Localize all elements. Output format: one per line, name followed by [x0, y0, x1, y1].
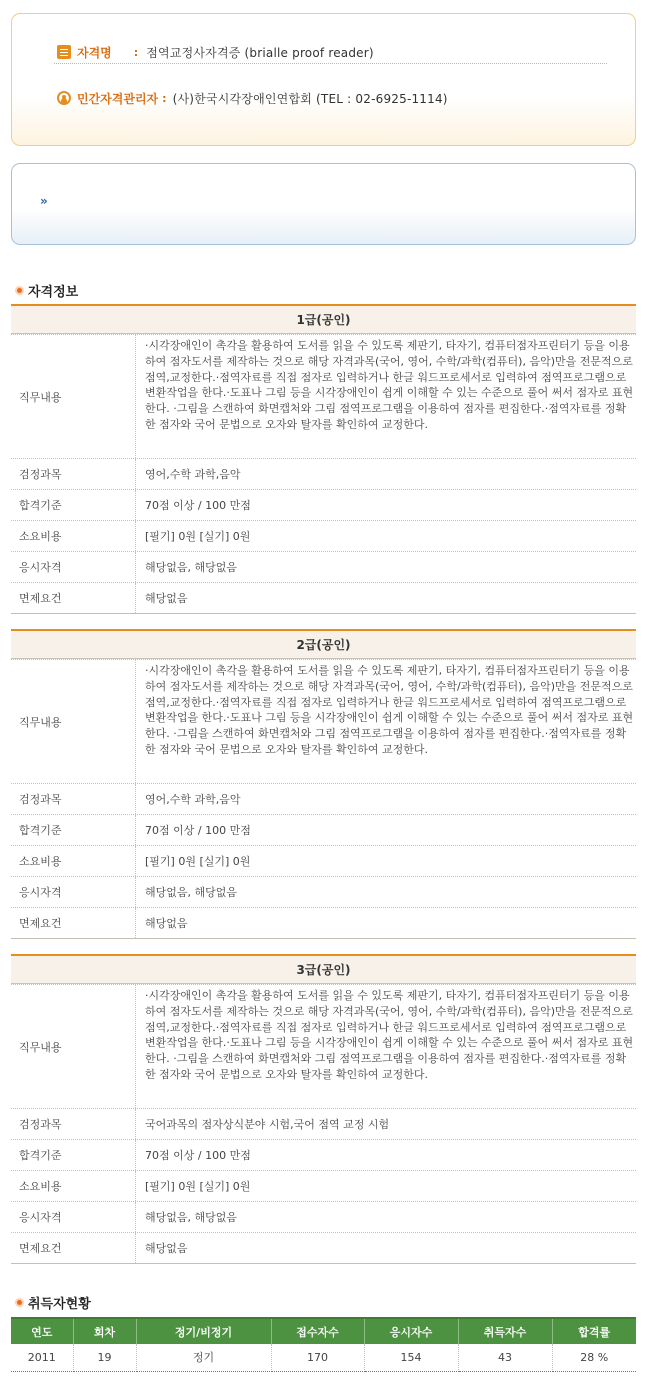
grade-table-1 [11, 304, 636, 614]
row-value: 국어과목의 점자상식분야 시험,국어 점역 교정 시험 [145, 1118, 390, 1131]
row-value: 70점 이상 / 100 만점 [145, 499, 251, 512]
section-title-stats [15, 1293, 91, 1311]
table-cell: 28 % [552, 1344, 636, 1371]
qualification-name-separator: : [133, 45, 139, 59]
row-label: 응시자격 [11, 1202, 136, 1232]
table-row [11, 814, 636, 845]
row-label: 면제요건 [11, 583, 136, 613]
grade-table-3 [11, 954, 636, 1264]
row-label: 면제요건 [11, 1233, 136, 1263]
table-cell: 154 [364, 1344, 458, 1371]
table-row [11, 1232, 636, 1263]
table-row [11, 458, 636, 489]
table-row [11, 520, 636, 551]
row-value: 해당없음 [145, 917, 188, 930]
table-cell: 19 [73, 1344, 136, 1371]
row-label: 직무내용 [11, 660, 136, 783]
notice-box [11, 163, 636, 245]
row-label: 검정과목 [11, 784, 136, 814]
grade-title: 1급(공인) [11, 306, 636, 334]
row-value: [필기] 0원 [실기] 0원 [145, 1180, 251, 1193]
person-icon [57, 91, 71, 105]
row-label: 소요비용 [11, 846, 136, 876]
double-arrow-icon: » [40, 194, 48, 208]
grade-table-2 [11, 629, 636, 939]
table-row [11, 489, 636, 520]
column-header: 연도 [11, 1318, 73, 1344]
table-row [11, 582, 636, 613]
row-label: 합격기준 [11, 1140, 136, 1170]
qualification-admin-separator: : [162, 91, 167, 105]
column-header: 접수자수 [271, 1318, 364, 1344]
table-row [11, 551, 636, 582]
qualification-admin-value: (사)한국시각장애인연합회 (TEL : 02-6925-1114) [172, 91, 448, 106]
table-row [11, 1170, 636, 1201]
row-value: 해당없음, 해당없음 [145, 561, 238, 574]
row-label: 소요비용 [11, 521, 136, 551]
table-row [11, 783, 636, 814]
column-header: 응시자수 [364, 1318, 458, 1344]
row-label: 면제요건 [11, 908, 136, 938]
table-row [11, 907, 636, 938]
table-row [11, 1344, 636, 1371]
row-label: 직무내용 [11, 985, 136, 1108]
column-header: 합격률 [552, 1318, 636, 1344]
row-value: ·시각장애인이 촉각을 활용하여 도서를 읽을 수 있도록 제판기, 타자기, 컴퓨터점자프린터기 등을 이용하여 점자도서를 제작하는 것으로 해당 자격과목(국어, 영어, 수학/과학(컴퓨터), 음악)만을 전문적으로 점역,교정한다.·점역자료를 직접 점자로 입력하거나 한글 워드프로세서로 입력하여 점역프로그램으로 변환작업을 한다.·도표나 그림 등을 시각장애인이 쉽게 이해할 수 있는 수준으로 풀어 써서 점자로 표현한다. ·그림을 스캔하여 화면캡처와 그림 점역프로그램을 이용하여 점자를 편집한다.·점역자료를 정확한 점자와 국어 문법으로 오자와 탈자를 확인하여 교정한다. [145, 664, 634, 756]
stats-header-row [11, 1318, 636, 1344]
table-cell: 정기 [136, 1344, 271, 1371]
header-divider [54, 63, 607, 64]
table-row [11, 876, 636, 907]
section-title-info-text: 자격정보 [28, 284, 79, 300]
qualification-name-row [57, 42, 374, 62]
acquirer-stats-table [11, 1317, 636, 1372]
row-label: 합격기준 [11, 490, 136, 520]
column-header: 회차 [73, 1318, 136, 1344]
section-title-info [15, 281, 78, 299]
table-cell: 170 [271, 1344, 364, 1371]
qualification-name-label: 자격명 [77, 45, 112, 60]
column-header: 취득자수 [458, 1318, 552, 1344]
table-row [11, 1139, 636, 1170]
row-value: 해당없음, 해당없음 [145, 886, 238, 899]
row-label: 응시자격 [11, 552, 136, 582]
row-value: [필기] 0원 [실기] 0원 [145, 530, 251, 543]
qualification-admin-row [57, 88, 448, 108]
row-label: 응시자격 [11, 877, 136, 907]
row-value: 영어,수학 과학,음악 [145, 468, 241, 481]
row-label: 소요비용 [11, 1171, 136, 1201]
row-label: 검정과목 [11, 459, 136, 489]
document-icon [57, 45, 71, 59]
bullet-icon [15, 286, 24, 295]
row-value: [필기] 0원 [실기] 0원 [145, 855, 251, 868]
row-value: ·시각장애인이 촉각을 활용하여 도서를 읽을 수 있도록 제판기, 타자기, 컴퓨터점자프린터기 등을 이용하여 점자도서를 제작하는 것으로 해당 자격과목(국어, 영어, 수학/과학(컴퓨터), 음악)만을 전문적으로 점역,교정한다.·점역자료를 직접 점자로 입력하거나 한글 워드프로세서로 입력하여 점역프로그램으로 변환작업을 한다.·도표나 그림 등을 시각장애인이 쉽게 이해할 수 있는 수준으로 풀어 써서 점자로 표현한다. ·그림을 스캔하여 화면캡처와 그림 점역프로그램을 이용하여 점자를 편집한다.·점역자료를 정확한 점자와 국어 문법으로 오자와 탈자를 확인하여 교정한다. [145, 989, 634, 1081]
table-row [11, 845, 636, 876]
row-value: 해당없음 [145, 592, 188, 605]
column-header: 정기/비정기 [136, 1318, 271, 1344]
grade-title: 3급(공인) [11, 956, 636, 984]
table-row [11, 984, 636, 1108]
table-row [11, 1108, 636, 1139]
grade-title: 2급(공인) [11, 631, 636, 659]
table-row [11, 334, 636, 458]
row-value: ·시각장애인이 촉각을 활용하여 도서를 읽을 수 있도록 제판기, 타자기, 컴퓨터점자프린터기 등을 이용하여 점자도서를 제작하는 것으로 해당 자격과목(국어, 영어, 수학/과학(컴퓨터), 음악)만을 전문적으로 점역,교정한다.·점역자료를 직접 점자로 입력하거나 한글 워드프로세서로 입력하여 점역프로그램으로 변환작업을 한다.·도표나 그림 등을 시각장애인이 쉽게 이해할 수 있는 수준으로 풀어 써서 점자로 표현한다. ·그림을 스캔하여 화면캡처와 그림 점역프로그램을 이용하여 점자를 편집한다.·점역자료를 정확한 점자와 국어 문법으로 오자와 탈자를 확인하여 교정한다. [145, 339, 634, 431]
table-row [11, 1201, 636, 1232]
table-cell: 43 [458, 1344, 552, 1371]
bullet-icon [15, 1298, 24, 1307]
qualification-admin-label: 민간자격관리자 [77, 91, 159, 106]
row-label: 직무내용 [11, 335, 136, 458]
qualification-name-value: 점역교정사자격증 (brialle proof reader) [146, 45, 374, 60]
table-cell: 2011 [11, 1344, 73, 1371]
row-label: 합격기준 [11, 815, 136, 845]
row-value: 영어,수학 과학,음악 [145, 793, 241, 806]
row-value: 해당없음, 해당없음 [145, 1211, 238, 1224]
row-value: 70점 이상 / 100 만점 [145, 824, 251, 837]
table-row [11, 659, 636, 783]
row-value: 70점 이상 / 100 만점 [145, 1149, 251, 1162]
qualification-header [11, 13, 636, 146]
row-label: 검정과목 [11, 1109, 136, 1139]
row-value: 해당없음 [145, 1242, 188, 1255]
section-title-stats-text: 취득자현황 [28, 1296, 91, 1312]
